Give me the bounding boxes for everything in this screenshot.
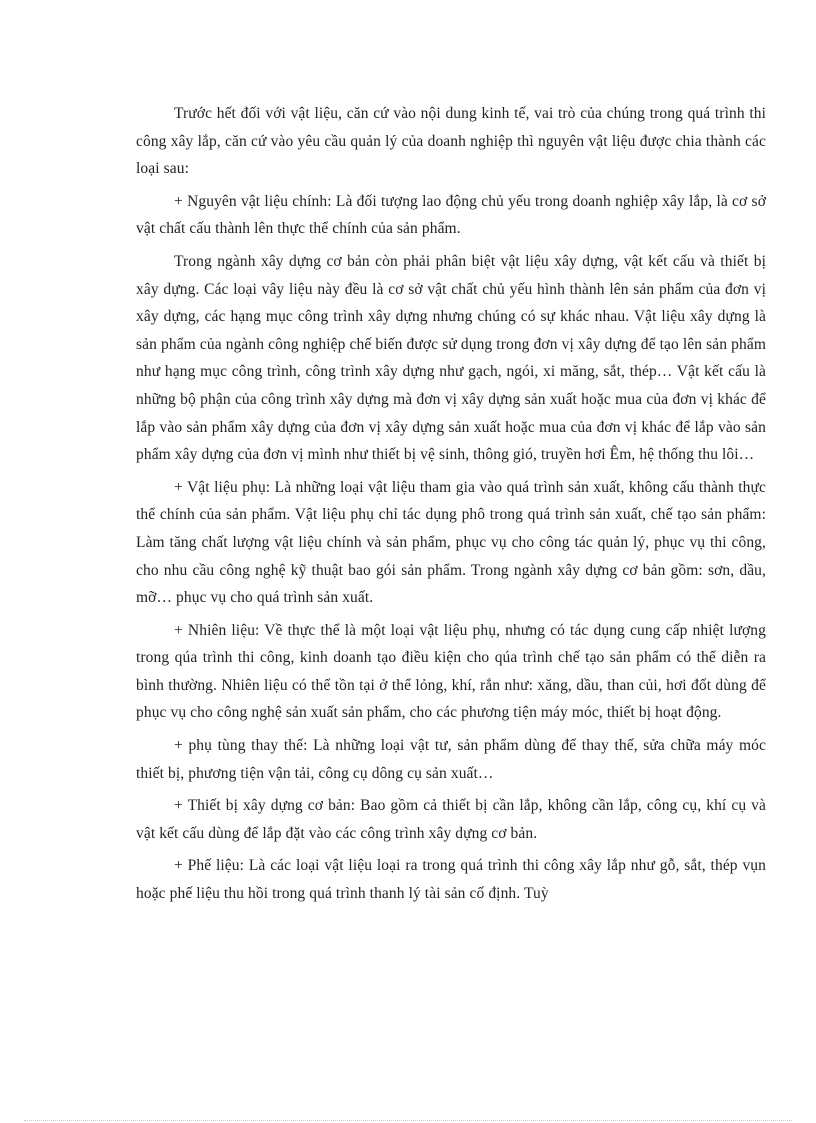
paragraph-intro: Trước hết đối với vật liệu, căn cứ vào nội dung kinh tế, vai trò của chúng trong quá trình thi công xây lắp, căn cứ vào yêu cầu quản lý của doanh nghiệp thì nguyên vật liệu được chia thành các loại sau: (136, 105, 766, 178)
page-bottom-divider (24, 1120, 792, 1121)
document-page (136, 100, 766, 913)
paragraph-fuel: + Nhiên liệu: Về thực thể là một loại vật liệu phụ, nhưng có tác dụng cung cấp nhiệt lượng trong qúa trình thi công, kinh doanh tạo điều kiện cho qúa trình chế tạo sản phẩm có thể diễn ra bình thường. Nhiên liệu có thể tồn tại ở thể lỏng, khí, rắn như: xăng, dầu, than củi, hơi đốt dùng để phục vụ cho công nghệ sản xuất sản phẩm, cho các phương tiện máy móc, thiết bị hoạt động. (136, 621, 766, 722)
paragraph-auxiliary-materials: + Vật liệu phụ: Là những loại vật liệu tham gia vào quá trình sản xuất, không cấu thành thực thể chính của sản phẩm. Vật liệu phụ chỉ tác dụng phô trong quá trình sản xuất, chế tạo sản phẩm: Làm tăng chất lượng vật liệu chính và sản phẩm, phục vụ cho công tác quản lý, phục vụ thi công, cho nhu cầu công nghệ kỹ thuật bao gói sản phẩm. Trong ngành xây dựng cơ bản gồm: sơn, dầu, mỡ… phục vụ cho quá trình sản xuất. (136, 478, 766, 607)
paragraph-spare-parts: + phụ tùng thay thế: Là những loại vật tư, sản phẩm dùng để thay thế, sửa chữa máy móc thiết bị, phương tiện vận tải, công cụ dông cụ sản xuất… (136, 737, 766, 782)
paragraph-equipment: + Thiết bị xây dựng cơ bản: Bao gồm cả thiết bị cần lắp, không cần lắp, công cụ, khí cụ và vật kết cấu dùng để lắp đặt vào các công trình xây dựng cơ bản. (136, 797, 766, 842)
paragraph-main-materials: + Nguyên vật liệu chính: Là đối tượng lao động chủ yếu trong doanh nghiệp xây lắp, là cơ sở vật chất cấu thành lên thực thể chính của sản phẩm. (136, 192, 766, 238)
paragraph-scrap: + Phế liệu: Là các loại vật liệu loại ra trong quá trình thi công xây lắp như gỗ, sắt, thép vụn hoặc phế liệu thu hồi trong quá trình thanh lý tài sản cố định. Tuỳ (136, 857, 766, 903)
paragraph-construction-materials: Trong ngành xây dựng cơ bản còn phải phân biệt vật liệu xây dựng, vật kết cấu và thiết bị xây dựng. Các loại vây liệu này đều là cơ sở vật chất chủ yếu hình thành lên sản phẩm của đơn vị xây dựng, các hạng mục công trình xây dựng nhưng chúng có sự khác nhau. Vật liệu xây dựng là sản phẩm của ngành công nghiệp chế biến được sử dụng trong đơn vị xây dựng để tạo lên sản phẩm như hạng mục công trình, công trình xây dựng như gạch, ngói, xi măng, sắt, thép… Vật kết cấu là những bộ phận của công trình xây dựng mà đơn vị xây dựng sản xuất hoặc mua của đơn vị khác để lắp vào sản phẩm xây dựng của đơn vị xây dựng sản xuất hoặc mua của đơn vị khác để lắp vào sản phẩm xây dựng của đơn vị mình như thiết bị vệ sinh, thông gió, truyền hơi Êm, hệ thống thu lôi… (136, 252, 766, 464)
